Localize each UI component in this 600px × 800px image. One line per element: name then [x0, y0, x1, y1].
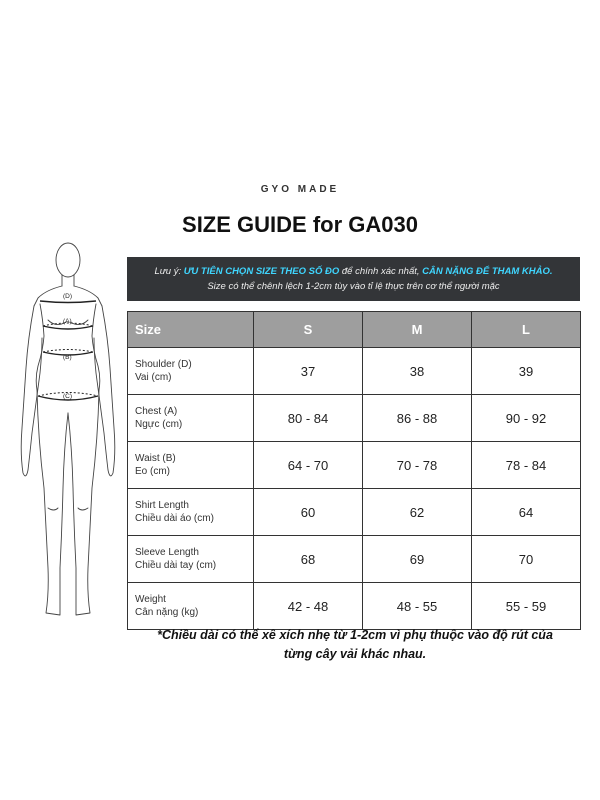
row-label-en: Shirt Length: [135, 500, 189, 511]
table-row: [128, 348, 581, 395]
row-label: [128, 583, 254, 630]
label-d: (D): [63, 293, 73, 300]
cell-value: 69: [363, 536, 472, 583]
cell-value: 62: [363, 489, 472, 536]
row-label-vi: Vai (cm): [135, 372, 172, 383]
cell-value: 60: [254, 489, 363, 536]
row-label: [128, 489, 254, 536]
figure-right-arm: [94, 306, 115, 476]
cell-value: 42 - 48: [254, 583, 363, 630]
figure-left-arm: [21, 306, 42, 476]
note-prefix: Lưu ý:: [154, 266, 184, 277]
row-label: [128, 348, 254, 395]
cell-value: 64: [472, 489, 581, 536]
figure-head: [56, 243, 80, 277]
label-b: (B): [63, 354, 72, 361]
row-label-vi: Chiều dài tay (cm): [135, 560, 217, 571]
row-label-en: Weight: [135, 594, 166, 605]
row-label: [128, 442, 254, 489]
footer-note: [130, 626, 580, 664]
table-row: [128, 395, 581, 442]
note-line-1: [127, 264, 580, 279]
table-row: [128, 536, 581, 583]
row-label-en: Sleeve Length: [135, 547, 199, 558]
size-table: [127, 311, 581, 630]
cell-value: 64 - 70: [254, 442, 363, 489]
header-l: L: [472, 312, 581, 348]
label-a: (A): [63, 318, 72, 325]
table-header-row: [128, 312, 581, 348]
cell-value: 70: [472, 536, 581, 583]
header-s: S: [254, 312, 363, 348]
header-m: M: [363, 312, 472, 348]
row-label: [128, 536, 254, 583]
shoulder-line: [40, 301, 96, 303]
figure-left-leg: [37, 390, 68, 615]
note-middle: để chính xác nhất,: [339, 266, 423, 277]
row-label: [128, 395, 254, 442]
page-title: SIZE GUIDE for GA030: [182, 212, 418, 237]
waist-line-back: [43, 350, 93, 353]
note-line-2: Size có thể chênh lệch 1-2cm tùy vào tỉ lệ thực trên cơ thể người mặc: [207, 281, 500, 292]
cell-value: 37: [254, 348, 363, 395]
cell-value: 39: [472, 348, 581, 395]
cell-value: 68: [254, 536, 363, 583]
cell-value: 55 - 59: [472, 583, 581, 630]
cell-value: 80 - 84: [254, 395, 363, 442]
row-label-vi: Ngực (cm): [135, 419, 183, 430]
note-highlight-weight: CÂN NẶNG ĐỂ THAM KHẢO.: [422, 266, 553, 277]
row-label-vi: Chiều dài áo (cm): [135, 513, 214, 524]
footer-line-1: *Chiều dài có thể xê xích nhẹ từ 1-2cm vì phụ thuộc vào độ rút của: [157, 628, 553, 642]
cell-value: 78 - 84: [472, 442, 581, 489]
cell-value: 48 - 55: [363, 583, 472, 630]
row-label-vi: Cân nặng (kg): [135, 607, 199, 618]
row-label-en: Waist (B): [135, 453, 176, 464]
row-label-en: Shoulder (D): [135, 359, 192, 370]
size-note-banner: [127, 257, 580, 301]
table-row: [128, 583, 581, 630]
chest-line: [43, 326, 93, 329]
row-label-en: Chest (A): [135, 406, 178, 417]
cell-value: 38: [363, 348, 472, 395]
note-highlight-measure: ƯU TIÊN CHỌN SIZE THEO SỐ ĐO: [183, 266, 340, 277]
header-size: Size: [128, 312, 254, 348]
row-label-vi: Eo (cm): [135, 466, 170, 477]
brand-name: GYO MADE: [260, 184, 340, 195]
figure-right-leg: [68, 390, 99, 615]
table-row: [128, 442, 581, 489]
table-row: [128, 489, 581, 536]
footer-line-2: từng cây vải khác nhau.: [283, 647, 427, 661]
label-c: (C): [63, 393, 73, 400]
cell-value: 86 - 88: [363, 395, 472, 442]
figure-knees: [48, 508, 88, 510]
cell-value: 90 - 92: [472, 395, 581, 442]
cell-value: 70 - 78: [363, 442, 472, 489]
body-measurement-figure: [16, 238, 128, 628]
